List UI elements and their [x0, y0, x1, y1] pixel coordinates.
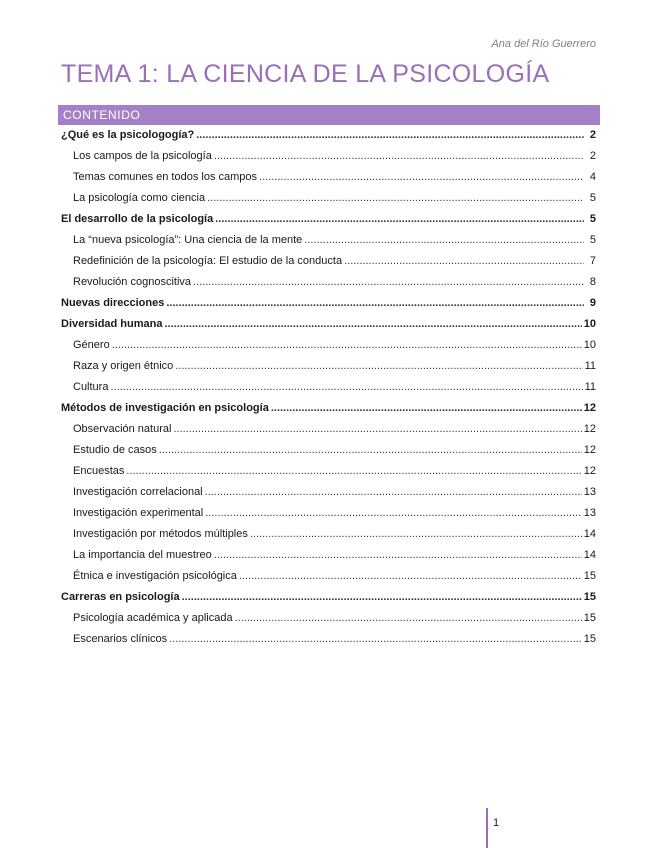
toc-entry-label: ¿Qué es la psicologogía?	[61, 129, 195, 141]
toc-entry-label: Cultura	[73, 381, 109, 393]
toc-entry-page: 12	[583, 423, 596, 435]
toc-entry[interactable]	[61, 423, 596, 444]
toc-entry-label: Género	[73, 339, 110, 351]
toc-dot-leader	[259, 171, 584, 183]
toc-entry[interactable]	[61, 507, 596, 528]
toc-entry[interactable]	[61, 360, 596, 381]
toc-dot-leader	[344, 255, 584, 267]
toc-entry-page: 12	[583, 444, 596, 456]
toc-entry-page: 10	[583, 318, 596, 330]
toc-entry[interactable]	[61, 171, 596, 192]
toc-entry-page: 4	[589, 171, 596, 183]
toc-entry-label: La psicología como ciencia	[73, 192, 206, 204]
toc-entry-label: Observación natural	[73, 423, 172, 435]
toc-entry[interactable]	[61, 444, 596, 465]
toc-entry-page: 15	[583, 633, 596, 645]
toc-entry-label: Escenarios clínicos	[73, 633, 168, 645]
toc-entry[interactable]	[61, 591, 596, 612]
toc-dot-leader	[182, 591, 582, 603]
toc-entry-label: Diversidad humana	[61, 318, 163, 330]
toc-entry-page: 9	[589, 297, 596, 309]
toc-entry-label: Investigación por métodos múltiples	[73, 528, 248, 540]
toc-entry-label: Temas comunes en todos los campos	[73, 171, 258, 183]
page-title: TEMA 1: LA CIENCIA DE LA PSICOLOGÍA	[61, 60, 550, 88]
contents-banner	[58, 105, 600, 125]
toc-dot-leader	[215, 213, 584, 225]
toc-entry[interactable]	[61, 339, 596, 360]
toc-entry-label: Redefinición de la psicología: El estudio de la conducta	[73, 255, 343, 267]
toc-dot-leader	[196, 129, 584, 141]
toc-dot-leader	[169, 633, 582, 645]
toc-entry-label: Nuevas direcciones	[61, 297, 165, 309]
toc-dot-leader	[112, 339, 582, 351]
toc-entry-label: Étnica e investigación psicológica	[73, 570, 237, 582]
toc-dot-leader	[239, 570, 582, 582]
toc-entry-page: 7	[589, 255, 596, 267]
toc-entry-label: La importancia del muestreo	[73, 549, 212, 561]
toc-entry-label: Métodos de investigación en psicología	[61, 402, 269, 414]
toc-entry-page: 12	[583, 465, 596, 477]
toc-entry-label: Investigación experimental	[73, 507, 204, 519]
toc-entry-page: 15	[583, 570, 596, 582]
toc-entry[interactable]	[61, 570, 596, 591]
toc-dot-leader	[173, 423, 581, 435]
toc-entry[interactable]	[61, 402, 596, 423]
toc-dot-leader	[250, 528, 582, 540]
toc-entry[interactable]	[61, 234, 596, 255]
toc-entry-page: 13	[583, 507, 596, 519]
toc-entry[interactable]	[61, 486, 596, 507]
toc-entry-label: Carreras en psicología	[61, 591, 180, 603]
toc-entry-page: 12	[583, 402, 596, 414]
toc-entry-label: Estudio de casos	[73, 444, 157, 456]
toc-entry[interactable]	[61, 465, 596, 486]
toc-entry-page: 10	[583, 339, 596, 351]
toc-dot-leader	[175, 360, 582, 372]
toc-entry-page: 13	[583, 486, 596, 498]
toc-entry[interactable]	[61, 381, 596, 402]
toc-entry-page: 8	[589, 276, 596, 288]
toc-dot-leader	[166, 297, 584, 309]
toc-entry-label: Revolución cognoscitiva	[73, 276, 192, 288]
toc-entry[interactable]	[61, 318, 596, 339]
toc-entry[interactable]	[61, 255, 596, 276]
toc-entry-page: 2	[589, 150, 596, 162]
toc-entry[interactable]	[61, 528, 596, 549]
toc-dot-leader	[193, 276, 584, 288]
footer-divider	[486, 808, 488, 848]
toc-entry-label: Encuestas	[73, 465, 125, 477]
toc-dot-leader	[271, 402, 582, 414]
toc-dot-leader	[235, 612, 582, 624]
toc-dot-leader	[159, 444, 582, 456]
toc-dot-leader	[207, 192, 584, 204]
toc-entry[interactable]	[61, 150, 596, 171]
toc-entry[interactable]	[61, 612, 596, 633]
table-of-contents	[61, 129, 596, 654]
toc-entry[interactable]	[61, 192, 596, 213]
toc-entry[interactable]	[61, 213, 596, 234]
toc-entry-label: Los campos de la psicología	[73, 150, 212, 162]
toc-entry-page: 14	[583, 549, 596, 561]
toc-entry[interactable]	[61, 549, 596, 570]
toc-dot-leader	[205, 486, 582, 498]
toc-dot-leader	[214, 549, 582, 561]
toc-entry-page: 11	[584, 360, 596, 372]
toc-entry-page: 5	[589, 234, 596, 246]
toc-entry-page: 11	[584, 381, 596, 393]
toc-dot-leader	[304, 234, 584, 246]
header-author: Ana del Río Guerrero	[491, 38, 596, 50]
toc-dot-leader	[164, 318, 581, 330]
toc-entry[interactable]	[61, 297, 596, 318]
toc-entry-label: Investigación correlacional	[73, 486, 203, 498]
toc-entry-page: 15	[583, 612, 596, 624]
toc-entry-page: 15	[583, 591, 596, 603]
toc-entry-label: El desarrollo de la psicología	[61, 213, 214, 225]
page-number: 1	[493, 817, 500, 829]
toc-entry-page: 5	[589, 213, 596, 225]
toc-entry[interactable]	[61, 129, 596, 150]
toc-dot-leader	[110, 381, 582, 393]
toc-dot-leader	[126, 465, 581, 477]
toc-entry-page: 2	[589, 129, 596, 141]
toc-dot-leader	[205, 507, 582, 519]
toc-entry-page: 14	[583, 528, 596, 540]
toc-dot-leader	[214, 150, 584, 162]
contents-heading: CONTENIDO	[63, 108, 141, 122]
toc-entry[interactable]	[61, 276, 596, 297]
toc-entry-label: Raza y origen étnico	[73, 360, 174, 372]
toc-entry-label: Psicología académica y aplicada	[73, 612, 233, 624]
toc-entry-page: 5	[589, 192, 596, 204]
toc-entry[interactable]	[61, 633, 596, 654]
toc-entry-label: La “nueva psicología”: Una ciencia de la mente	[73, 234, 303, 246]
